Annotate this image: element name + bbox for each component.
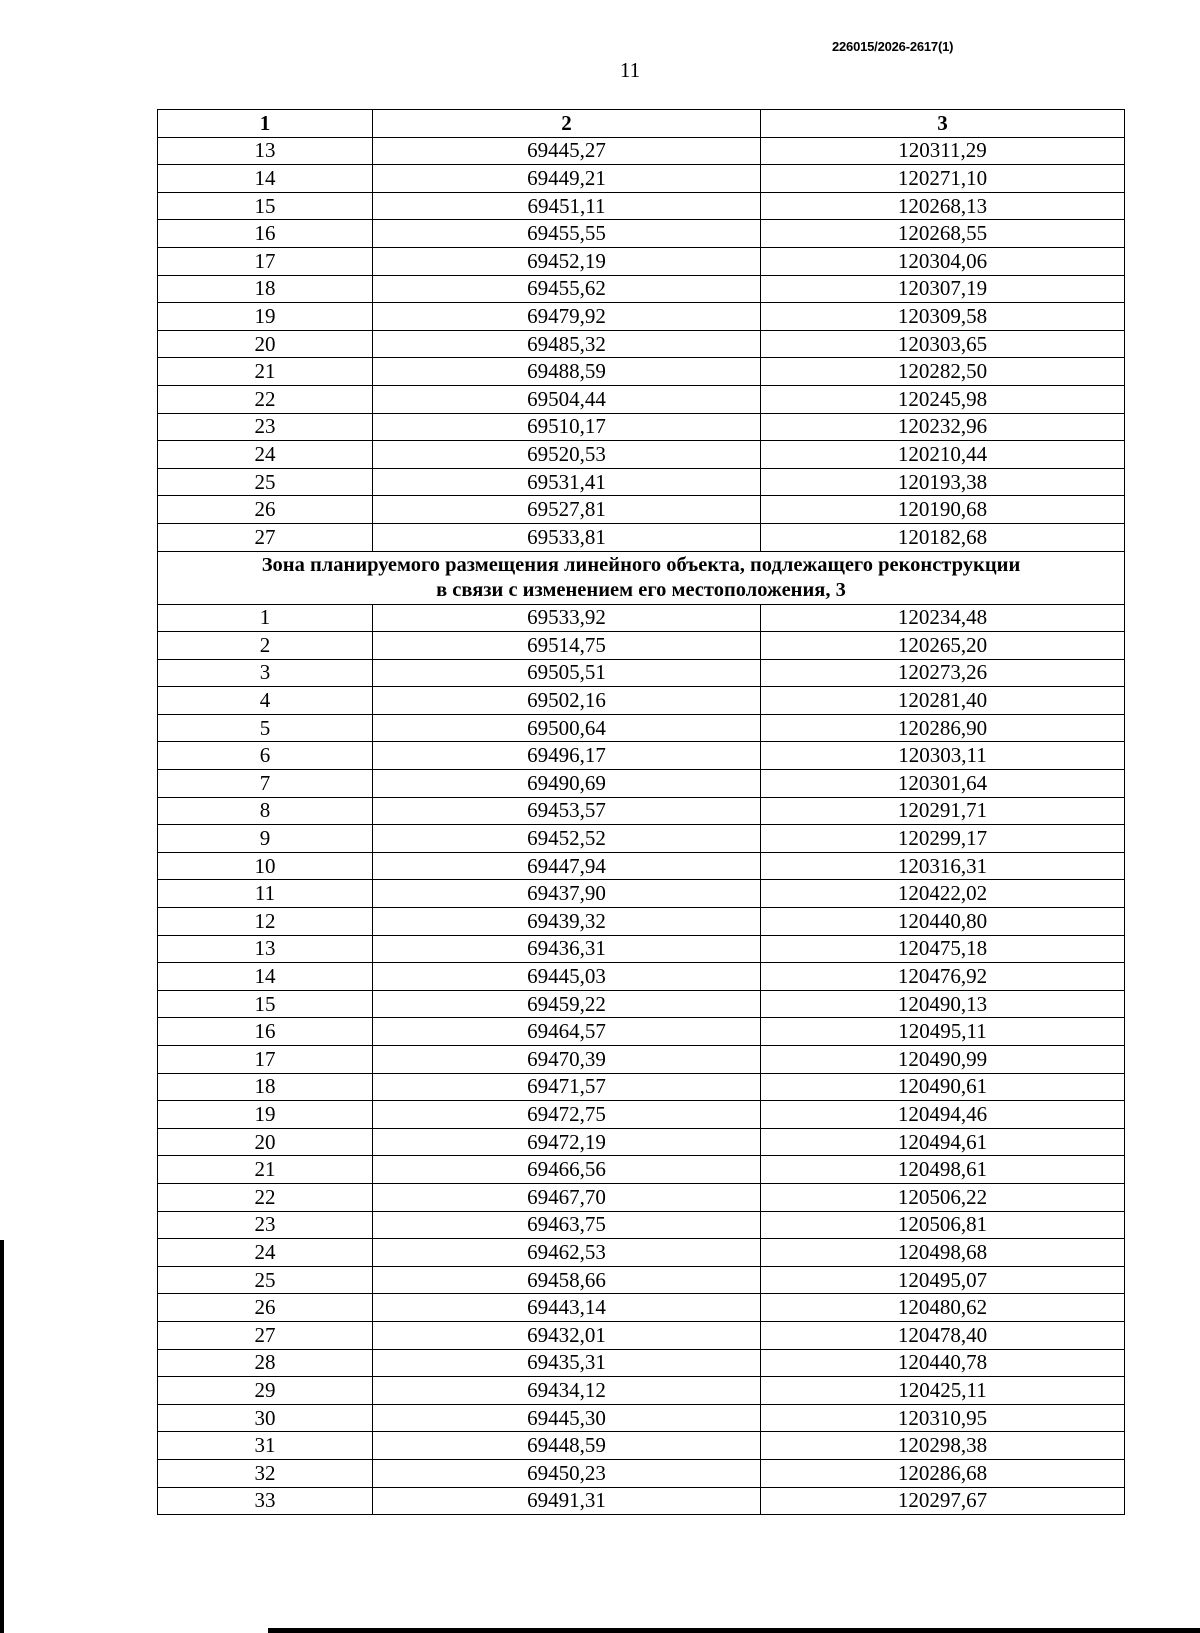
x-coordinate-cell: 69448,59: [373, 1432, 761, 1460]
x-coordinate-cell: 69455,62: [373, 275, 761, 303]
table-row: [158, 1349, 1125, 1377]
table-row: [158, 1101, 1125, 1129]
section-title-line: Зона планируемого размещения линейного объекта, подлежащего реконструкции: [261, 553, 1021, 576]
document-id: 226015/2026-2617(1): [832, 39, 954, 54]
point-number-cell: 25: [158, 1266, 373, 1294]
x-coordinate-cell: 69505,51: [373, 659, 761, 687]
table-row: [158, 1377, 1125, 1405]
y-coordinate-cell: 120286,68: [761, 1459, 1125, 1487]
point-number-cell: 11: [158, 880, 373, 908]
point-number-cell: 8: [158, 797, 373, 825]
page-number: 11: [619, 58, 641, 82]
x-coordinate-cell: 69463,75: [373, 1211, 761, 1239]
table-row: [158, 303, 1125, 331]
table-row: [158, 1018, 1125, 1046]
y-coordinate-cell: 120480,62: [761, 1294, 1125, 1322]
table-row: [158, 1321, 1125, 1349]
y-coordinate-cell: 120301,64: [761, 770, 1125, 798]
point-number-cell: 26: [158, 1294, 373, 1322]
point-number-cell: 27: [158, 523, 373, 551]
y-coordinate-cell: 120490,99: [761, 1046, 1125, 1074]
table-header-row: [158, 110, 1125, 138]
point-number-cell: 23: [158, 413, 373, 441]
y-coordinate-cell: 120303,11: [761, 742, 1125, 770]
x-coordinate-cell: 69435,31: [373, 1349, 761, 1377]
table-row: [158, 413, 1125, 441]
x-coordinate-cell: 69502,16: [373, 687, 761, 715]
y-coordinate-cell: 120210,44: [761, 441, 1125, 469]
table-row: [158, 523, 1125, 551]
table-row: [158, 714, 1125, 742]
y-coordinate-cell: 120490,61: [761, 1073, 1125, 1101]
y-coordinate-cell: 120425,11: [761, 1377, 1125, 1405]
x-coordinate-cell: 69470,39: [373, 1046, 761, 1074]
section-title: [158, 551, 1125, 604]
x-coordinate-cell: 69479,92: [373, 303, 761, 331]
y-coordinate-cell: 120286,90: [761, 714, 1125, 742]
y-coordinate-cell: 120298,38: [761, 1432, 1125, 1460]
x-coordinate-cell: 69467,70: [373, 1183, 761, 1211]
y-coordinate-cell: 120494,46: [761, 1101, 1125, 1129]
x-coordinate-cell: 69527,81: [373, 496, 761, 524]
y-coordinate-cell: 120291,71: [761, 797, 1125, 825]
y-coordinate-cell: 120282,50: [761, 358, 1125, 386]
y-coordinate-cell: 120498,61: [761, 1156, 1125, 1184]
x-coordinate-cell: 69466,56: [373, 1156, 761, 1184]
y-coordinate-cell: 120309,58: [761, 303, 1125, 331]
table-row: [158, 468, 1125, 496]
table-row: [158, 935, 1125, 963]
x-coordinate-cell: 69451,11: [373, 192, 761, 220]
point-number-cell: 31: [158, 1432, 373, 1460]
y-coordinate-cell: 120475,18: [761, 935, 1125, 963]
point-number-cell: 15: [158, 990, 373, 1018]
table-row: [158, 742, 1125, 770]
y-coordinate-cell: 120232,96: [761, 413, 1125, 441]
point-number-cell: 7: [158, 770, 373, 798]
x-coordinate-cell: 69472,75: [373, 1101, 761, 1129]
table-row: [158, 1266, 1125, 1294]
point-number-cell: 14: [158, 165, 373, 193]
table-row: [158, 1211, 1125, 1239]
table-row: [158, 165, 1125, 193]
y-coordinate-cell: 120190,68: [761, 496, 1125, 524]
y-coordinate-cell: 120245,98: [761, 385, 1125, 413]
x-coordinate-cell: 69464,57: [373, 1018, 761, 1046]
point-number-cell: 20: [158, 1128, 373, 1156]
point-number-cell: 9: [158, 825, 373, 853]
point-number-cell: 17: [158, 247, 373, 275]
table-row: [158, 496, 1125, 524]
y-coordinate-cell: 120495,07: [761, 1266, 1125, 1294]
table-row: [158, 963, 1125, 991]
table-row: [158, 1073, 1125, 1101]
x-coordinate-cell: 69445,30: [373, 1404, 761, 1432]
table-row: [158, 137, 1125, 165]
table-row: [158, 1128, 1125, 1156]
x-coordinate-cell: 69533,81: [373, 523, 761, 551]
y-coordinate-cell: 120268,13: [761, 192, 1125, 220]
point-number-cell: 5: [158, 714, 373, 742]
point-number-cell: 3: [158, 659, 373, 687]
point-number-cell: 23: [158, 1211, 373, 1239]
x-coordinate-cell: 69445,27: [373, 137, 761, 165]
column-header: 2: [373, 110, 761, 138]
table-row: [158, 1156, 1125, 1184]
point-number-cell: 6: [158, 742, 373, 770]
y-coordinate-cell: 120422,02: [761, 880, 1125, 908]
y-coordinate-cell: 120506,81: [761, 1211, 1125, 1239]
scan-edge-left: [0, 1240, 4, 1633]
point-number-cell: 1: [158, 604, 373, 632]
x-coordinate-cell: 69490,69: [373, 770, 761, 798]
y-coordinate-cell: 120310,95: [761, 1404, 1125, 1432]
x-coordinate-cell: 69452,52: [373, 825, 761, 853]
point-number-cell: 18: [158, 275, 373, 303]
x-coordinate-cell: 69471,57: [373, 1073, 761, 1101]
x-coordinate-cell: 69437,90: [373, 880, 761, 908]
y-coordinate-cell: 120476,92: [761, 963, 1125, 991]
y-coordinate-cell: 120316,31: [761, 852, 1125, 880]
x-coordinate-cell: 69485,32: [373, 330, 761, 358]
y-coordinate-cell: 120311,29: [761, 137, 1125, 165]
table-row: [158, 632, 1125, 660]
y-coordinate-cell: 120495,11: [761, 1018, 1125, 1046]
y-coordinate-cell: 120304,06: [761, 247, 1125, 275]
y-coordinate-cell: 120440,80: [761, 908, 1125, 936]
x-coordinate-cell: 69436,31: [373, 935, 761, 963]
point-number-cell: 19: [158, 1101, 373, 1129]
y-coordinate-cell: 120478,40: [761, 1321, 1125, 1349]
point-number-cell: 25: [158, 468, 373, 496]
y-coordinate-cell: 120498,68: [761, 1239, 1125, 1267]
x-coordinate-cell: 69533,92: [373, 604, 761, 632]
y-coordinate-cell: 120281,40: [761, 687, 1125, 715]
table-row: [158, 1239, 1125, 1267]
y-coordinate-cell: 120265,20: [761, 632, 1125, 660]
table-row: [158, 1404, 1125, 1432]
table-row: [158, 1294, 1125, 1322]
x-coordinate-cell: 69459,22: [373, 990, 761, 1018]
point-number-cell: 15: [158, 192, 373, 220]
table-row: [158, 358, 1125, 386]
y-coordinate-cell: 120268,55: [761, 220, 1125, 248]
table-row: [158, 441, 1125, 469]
table-body-part1: [158, 137, 1125, 551]
y-coordinate-cell: 120440,78: [761, 1349, 1125, 1377]
section-header: [158, 551, 1125, 604]
x-coordinate-cell: 69472,19: [373, 1128, 761, 1156]
table-row: [158, 1183, 1125, 1211]
table-row: [158, 247, 1125, 275]
point-number-cell: 24: [158, 1239, 373, 1267]
point-number-cell: 21: [158, 358, 373, 386]
x-coordinate-cell: 69443,14: [373, 1294, 761, 1322]
table-row: [158, 770, 1125, 798]
x-coordinate-cell: 69450,23: [373, 1459, 761, 1487]
table-row: [158, 825, 1125, 853]
table-row: [158, 659, 1125, 687]
point-number-cell: 27: [158, 1321, 373, 1349]
point-number-cell: 13: [158, 137, 373, 165]
point-number-cell: 20: [158, 330, 373, 358]
point-number-cell: 14: [158, 963, 373, 991]
table-row: [158, 275, 1125, 303]
table-row: [158, 1487, 1125, 1515]
table-row: [158, 604, 1125, 632]
column-header: 3: [761, 110, 1125, 138]
x-coordinate-cell: 69491,31: [373, 1487, 761, 1515]
x-coordinate-cell: 69520,53: [373, 441, 761, 469]
y-coordinate-cell: 120299,17: [761, 825, 1125, 853]
point-number-cell: 16: [158, 1018, 373, 1046]
point-number-cell: 22: [158, 1183, 373, 1211]
y-coordinate-cell: 120490,13: [761, 990, 1125, 1018]
y-coordinate-cell: 120303,65: [761, 330, 1125, 358]
point-number-cell: 29: [158, 1377, 373, 1405]
table-row: [158, 908, 1125, 936]
table-row: [158, 990, 1125, 1018]
point-number-cell: 4: [158, 687, 373, 715]
x-coordinate-cell: 69514,75: [373, 632, 761, 660]
table-row: [158, 880, 1125, 908]
x-coordinate-cell: 69488,59: [373, 358, 761, 386]
y-coordinate-cell: 120182,68: [761, 523, 1125, 551]
point-number-cell: 19: [158, 303, 373, 331]
table-body-part2: [158, 604, 1125, 1515]
scan-edge-bottom: [268, 1628, 1200, 1633]
y-coordinate-cell: 120273,26: [761, 659, 1125, 687]
x-coordinate-cell: 69455,55: [373, 220, 761, 248]
point-number-cell: 2: [158, 632, 373, 660]
table-row: [158, 797, 1125, 825]
point-number-cell: 33: [158, 1487, 373, 1515]
point-number-cell: 12: [158, 908, 373, 936]
x-coordinate-cell: 69447,94: [373, 852, 761, 880]
point-number-cell: 17: [158, 1046, 373, 1074]
x-coordinate-cell: 69500,64: [373, 714, 761, 742]
y-coordinate-cell: 120297,67: [761, 1487, 1125, 1515]
section-title-row: [158, 551, 1125, 604]
y-coordinate-cell: 120234,48: [761, 604, 1125, 632]
section-title-line: в связи с изменением его местоположения, 3: [436, 578, 846, 601]
point-number-cell: 30: [158, 1404, 373, 1432]
x-coordinate-cell: 69449,21: [373, 165, 761, 193]
x-coordinate-cell: 69462,53: [373, 1239, 761, 1267]
table-row: [158, 1046, 1125, 1074]
y-coordinate-cell: 120271,10: [761, 165, 1125, 193]
table-row: [158, 385, 1125, 413]
x-coordinate-cell: 69452,19: [373, 247, 761, 275]
point-number-cell: 16: [158, 220, 373, 248]
x-coordinate-cell: 69453,57: [373, 797, 761, 825]
table-row: [158, 1459, 1125, 1487]
point-number-cell: 22: [158, 385, 373, 413]
x-coordinate-cell: 69510,17: [373, 413, 761, 441]
y-coordinate-cell: 120506,22: [761, 1183, 1125, 1211]
table-row: [158, 220, 1125, 248]
table-row: [158, 1432, 1125, 1460]
y-coordinate-cell: 120307,19: [761, 275, 1125, 303]
x-coordinate-cell: 69504,44: [373, 385, 761, 413]
point-number-cell: 13: [158, 935, 373, 963]
table-row: [158, 687, 1125, 715]
point-number-cell: 28: [158, 1349, 373, 1377]
column-header: 1: [158, 110, 373, 138]
x-coordinate-cell: 69445,03: [373, 963, 761, 991]
point-number-cell: 26: [158, 496, 373, 524]
point-number-cell: 21: [158, 1156, 373, 1184]
table-row: [158, 852, 1125, 880]
y-coordinate-cell: 120494,61: [761, 1128, 1125, 1156]
x-coordinate-cell: 69432,01: [373, 1321, 761, 1349]
point-number-cell: 18: [158, 1073, 373, 1101]
point-number-cell: 24: [158, 441, 373, 469]
point-number-cell: 32: [158, 1459, 373, 1487]
point-number-cell: 10: [158, 852, 373, 880]
x-coordinate-cell: 69434,12: [373, 1377, 761, 1405]
x-coordinate-cell: 69458,66: [373, 1266, 761, 1294]
table-row: [158, 330, 1125, 358]
y-coordinate-cell: 120193,38: [761, 468, 1125, 496]
x-coordinate-cell: 69496,17: [373, 742, 761, 770]
coordinates-table: [157, 109, 1125, 1515]
x-coordinate-cell: 69531,41: [373, 468, 761, 496]
x-coordinate-cell: 69439,32: [373, 908, 761, 936]
table-row: [158, 192, 1125, 220]
